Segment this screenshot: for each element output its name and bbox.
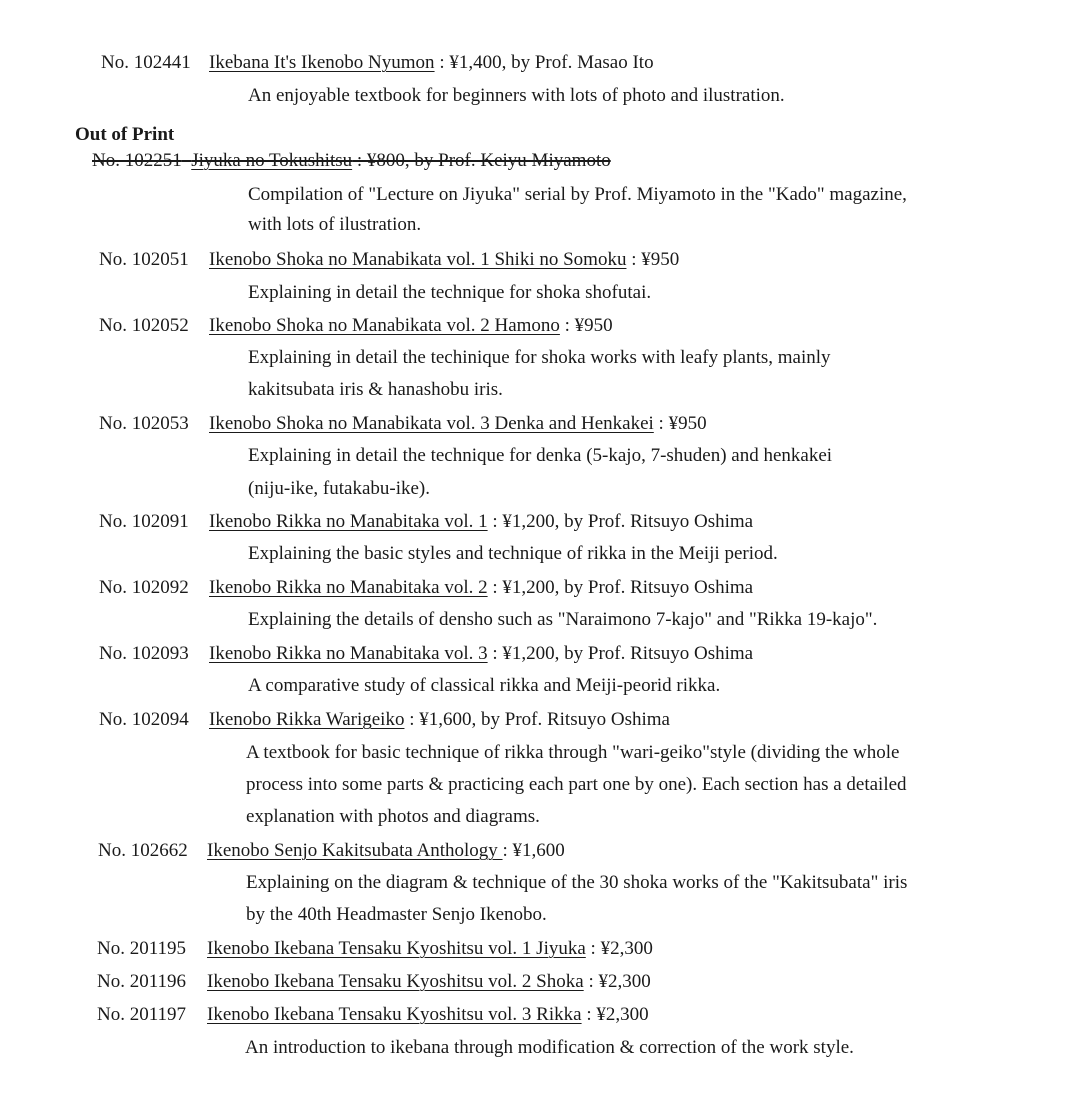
item-number: No. 102091 — [99, 511, 189, 532]
book-title-link[interactable]: Ikenobo Senjo Kakitsubata Anthology — [207, 840, 503, 861]
book-title-link[interactable]: Ikenobo Rikka no Manabitaka vol. 3 — [209, 643, 488, 664]
description-line: A textbook for basic technique of rikka through "wari-geiko"style (dividing the whole — [246, 742, 900, 763]
book-entry — [209, 511, 753, 533]
section-heading-out-of-print: Out of Print — [75, 124, 175, 145]
book-title-link[interactable]: Ikenobo Ikebana Tensaku Kyoshitsu vol. 3 Rikka — [207, 1004, 582, 1025]
book-entry — [209, 249, 679, 271]
description-line: An introduction to ikebana through modification & correction of the work style. — [245, 1037, 854, 1058]
description-line: explanation with photos and diagrams. — [246, 806, 540, 827]
book-entry — [209, 315, 613, 337]
book-title-link[interactable]: Ikenobo Shoka no Manabikata vol. 1 Shiki no Somoku — [209, 249, 627, 270]
book-title-link[interactable]: Jiyuka no Tokushitsu — [191, 150, 353, 171]
price-author: : ¥2,300 — [581, 1004, 649, 1025]
description-line: Compilation of "Lecture on Jiyuka" serial by Prof. Miyamoto in the "Kado" magazine, — [248, 184, 907, 205]
book-entry — [207, 938, 653, 960]
price-author: : ¥800, by Prof. Keiyu Miyamoto — [352, 150, 611, 171]
book-title-link[interactable]: Ikebana It's Ikenobo Nyumon — [209, 52, 435, 73]
price-author: : ¥2,300 — [583, 971, 651, 992]
description-line: Explaining in detail the technique for shoka shofutai. — [248, 282, 652, 303]
item-number: No. 201197 — [97, 1004, 187, 1025]
price-author: : ¥950 — [626, 249, 680, 270]
description-line: An enjoyable textbook for beginners with lots of photo and ilustration. — [248, 85, 785, 106]
item-number: No. 201196 — [97, 971, 187, 992]
book-entry — [209, 52, 654, 74]
book-entry — [209, 709, 670, 731]
item-number: No. 102051 — [99, 249, 189, 270]
price-author: : ¥950 — [559, 315, 613, 336]
item-number: No. 102441 — [101, 52, 191, 73]
item-number: No. 102094 — [99, 709, 189, 730]
price-author: : ¥1,200, by Prof. Ritsuyo Oshima — [487, 643, 754, 664]
item-number: No. 102093 — [99, 643, 189, 664]
book-title-link[interactable]: Ikenobo Rikka no Manabitaka vol. 1 — [209, 511, 488, 532]
description-line: Explaining in detail the technique for denka (5-kajo, 7-shuden) and henkakei — [248, 445, 833, 466]
item-number: No. 102662 — [98, 840, 188, 861]
description-line: process into some parts & practicing each part one by one). Each section has a detailed — [246, 774, 907, 795]
struck-book-entry — [92, 150, 611, 172]
book-entry — [207, 1004, 649, 1026]
description-line: Explaining on the diagram & technique of the 30 shoka works of the "Kakitsubata" iris — [246, 872, 908, 893]
description-line: Explaining in detail the techinique for shoka works with leafy plants, mainly — [248, 347, 831, 368]
book-title-link[interactable]: Ikenobo Ikebana Tensaku Kyoshitsu vol. 1 Jiyuka — [207, 938, 586, 959]
book-entry — [207, 840, 565, 862]
item-number: No. 201195 — [97, 938, 187, 959]
book-entry — [209, 577, 753, 599]
price-author: : ¥1,200, by Prof. Ritsuyo Oshima — [487, 577, 754, 598]
book-entry — [209, 643, 753, 665]
price-author: : ¥1,600, by Prof. Ritsuyo Oshima — [404, 709, 670, 730]
description-line: (niju-ike, futakabu-ike). — [248, 478, 431, 499]
item-number: No. 102052 — [99, 315, 189, 336]
description-line: Explaining the basic styles and technique of rikka in the Meiji period. — [248, 543, 778, 564]
price-author: : ¥950 — [653, 413, 707, 434]
price-author: : ¥1,600 — [502, 840, 565, 861]
price-author: : ¥1,400, by Prof. Masao Ito — [434, 52, 654, 73]
item-number: No. 102053 — [99, 413, 189, 434]
book-entry — [209, 413, 707, 435]
item-number: No. 102251 — [92, 150, 182, 171]
description-line: with lots of ilustration. — [248, 214, 422, 235]
description-line: kakitsubata iris & hanashobu iris. — [248, 379, 503, 400]
book-title-link[interactable]: Ikenobo Rikka no Manabitaka vol. 2 — [209, 577, 488, 598]
book-entry — [207, 971, 651, 993]
item-number: No. 102092 — [99, 577, 189, 598]
description-line: A comparative study of classical rikka and Meiji-peorid rikka. — [248, 675, 721, 696]
book-title-link[interactable]: Ikenobo Shoka no Manabikata vol. 3 Denka and Henkakei — [209, 413, 654, 434]
book-title-link[interactable]: Ikenobo Rikka Warigeiko — [209, 709, 405, 730]
description-line: Explaining the details of densho such as "Naraimono 7-kajo" and "Rikka 19-kajo". — [248, 609, 878, 630]
description-line: by the 40th Headmaster Senjo Ikenobo. — [246, 904, 547, 925]
book-title-link[interactable]: Ikenobo Shoka no Manabikata vol. 2 Hamono — [209, 315, 560, 336]
price-author: : ¥1,200, by Prof. Ritsuyo Oshima — [487, 511, 754, 532]
book-title-link[interactable]: Ikenobo Ikebana Tensaku Kyoshitsu vol. 2 Shoka — [207, 971, 584, 992]
price-author: : ¥2,300 — [585, 938, 653, 959]
